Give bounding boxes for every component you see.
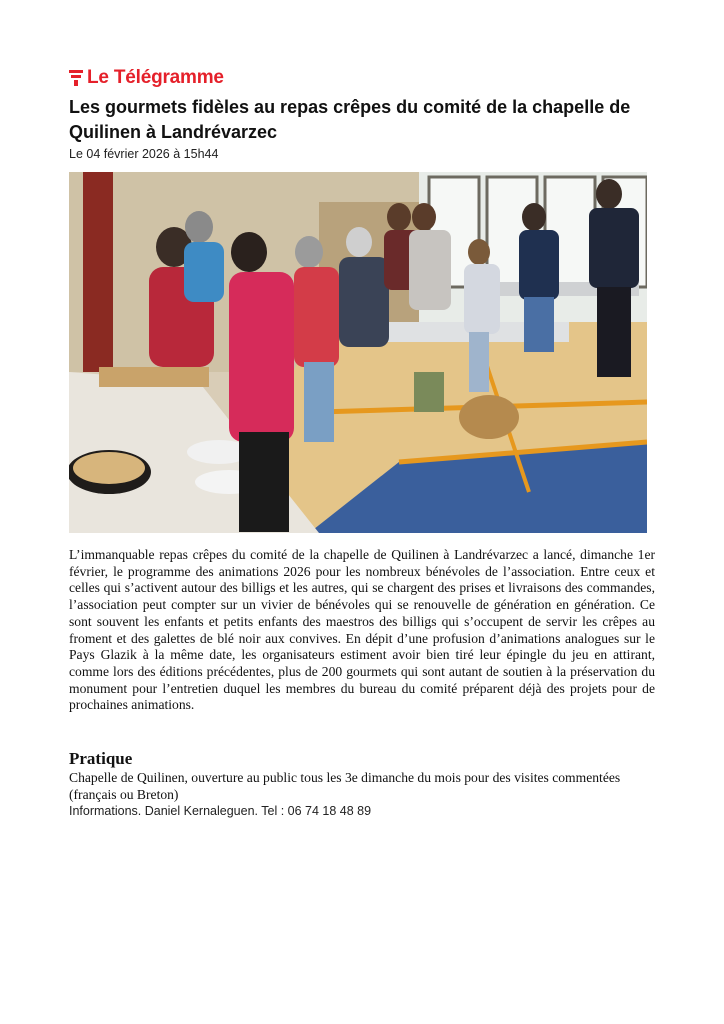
practical-info: Chapelle de Quilinen, ouverture au public tous les 3e dimanche du mois pour des visites commentées (français ou Breton): [69, 770, 621, 802]
article-body: L’immanquable repas crêpes du comité de la chapelle de Quilinen à Landrévarzec a lancé, dimanche 1er février, le programme des animations 2026 pour les nombreux bénévoles de l’association. Entre ceux et celles qui s’activent autour des billigs et les autres, qui se chargent des prises et livraisons des commandes, l’association peut compter sur un vivier de bénévoles qui se renouvelle de génération en génération. Ce sont souvent les enfants et petits enfants des maestros des billigs qui s’occupent de servir les crêpes au froment et des galettes de blé noir aux convives. En dépit d’une profusion d’animations analogues sur le Pays Glazik à la même date, les organisateurs estiment avoir bien tiré leur épingle du jeu en attirant, comme lors des éditions précédentes, plus de 200 gourmets qui sont autant de soutien à la préservation du monument pour l’entretien duquel les membres du bureau du comité préparent déjà des projets pour de prochaines animations.: [69, 547, 655, 713]
contact-info: Informations. Daniel Kernaleguen. Tel : 06 74 18 48 89: [69, 804, 372, 818]
crepe-event-photo: [69, 172, 647, 533]
telegramme-logo-icon: [69, 69, 83, 87]
article-date: Le 04 février 2026 à 15h44: [69, 147, 219, 161]
publication-brand[interactable]: [69, 66, 224, 90]
publication-name: Le Télégramme: [87, 67, 224, 88]
article-photo: [69, 172, 647, 533]
article-title: Les gourmets fidèles au repas crêpes du comité de la chapelle de Quilinen à Landrévarzec: [69, 97, 631, 142]
practical-heading: Pratique: [69, 749, 133, 768]
